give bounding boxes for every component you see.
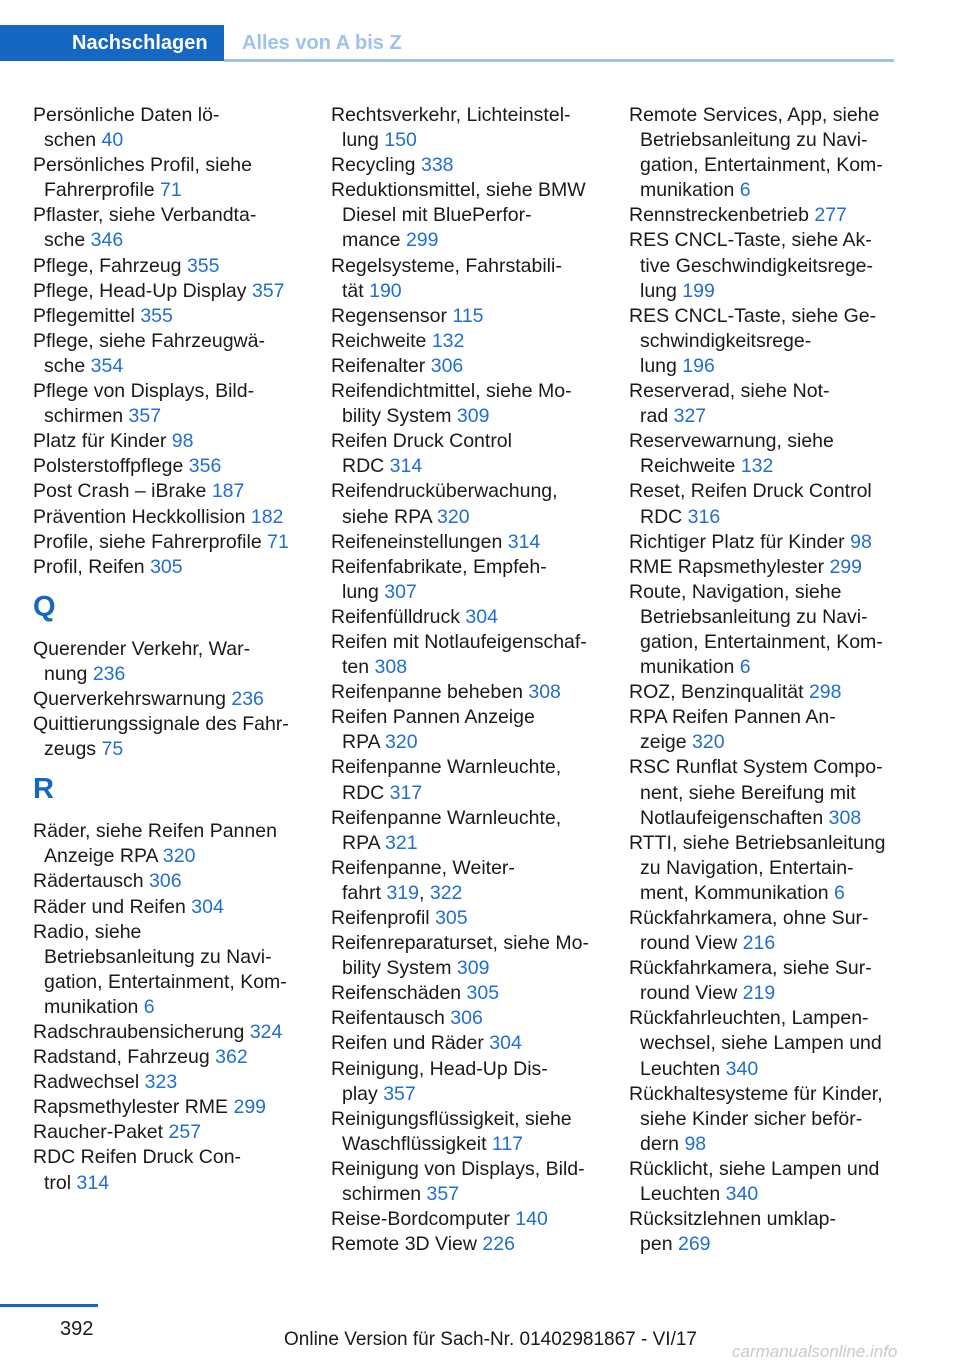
index-entry-text: Rückhaltesysteme für Kinder, <box>629 1082 883 1105</box>
page-reference-link[interactable]: 277 <box>814 204 847 227</box>
page-reference-link[interactable]: 199 <box>682 279 715 302</box>
index-entry-text: round View <box>640 982 738 1005</box>
page-reference-link[interactable]: 140 <box>515 1208 548 1231</box>
tab-nachschlagen[interactable]: Nachschlagen <box>0 25 224 61</box>
page-number: 392 <box>60 1318 94 1340</box>
index-entry-text: Betriebsanleitung zu Navi- <box>640 605 868 628</box>
index-entry <box>629 580 897 680</box>
index-entry <box>33 279 301 304</box>
index-entry <box>331 530 599 555</box>
index-entry-text: Reifen und Räder <box>331 1032 484 1055</box>
index-entry-text: RPA <box>342 731 380 754</box>
index-entry <box>33 329 301 379</box>
index-entry-text: zu Navigation, Entertain- <box>640 856 854 879</box>
index-entry-text: Räder, siehe Reifen Pannen <box>33 820 277 843</box>
index-entry-text: Route, Navigation, siehe <box>629 580 842 603</box>
page-reference-link[interactable]: 340 <box>725 1183 759 1206</box>
index-entry <box>33 304 301 329</box>
page-reference-link[interactable]: 322 <box>429 881 463 904</box>
index-entry <box>629 755 897 830</box>
page-reference-link[interactable]: 40 <box>101 129 124 152</box>
index-entry-text: fahrt <box>342 881 382 904</box>
index-entry-text: Rücklicht, siehe Lampen und <box>629 1157 880 1180</box>
index-entry-text: trol <box>44 1171 72 1194</box>
page-reference-link[interactable]: 236 <box>92 662 126 685</box>
index-entry-text: Richtiger Platz für Kinder <box>629 530 845 553</box>
index-entry-text: RPA Reifen Pannen An- <box>629 706 836 729</box>
index-entry-text: tive Geschwindigkeitsrege- <box>640 254 874 277</box>
index-entry <box>33 203 301 253</box>
index-entry <box>33 1120 301 1145</box>
index-entry-text: Pflege, Fahrzeug <box>33 254 182 277</box>
index-entry-text: Räder und Reifen <box>33 895 186 918</box>
index-entry <box>331 1107 599 1157</box>
index-entry <box>33 895 301 920</box>
index-entry <box>331 1157 599 1207</box>
index-entry <box>33 920 301 1020</box>
index-entry-text: Rennstreckenbetrieb <box>629 204 809 227</box>
index-entry-text: rad <box>640 405 669 428</box>
page-reference-link[interactable]: 269 <box>677 1233 711 1256</box>
index-entry <box>331 178 599 253</box>
index-entry-text: ten <box>342 656 370 679</box>
page-reference-link[interactable]: 298 <box>808 681 842 704</box>
page-reference-link[interactable]: 299 <box>405 229 439 252</box>
index-entry-text: RSC Runflat System Compo- <box>629 756 883 779</box>
page-reference-link[interactable]: 6 <box>739 179 751 202</box>
index-entry-text: Remote 3D View <box>331 1233 477 1256</box>
index-entry-text: RES CNCL-Taste, siehe Ak- <box>629 229 872 252</box>
page-reference-link[interactable]: 314 <box>507 530 541 553</box>
index-entry-text: Remote Services, App, siehe <box>629 104 880 126</box>
index-entry-text: RDC <box>342 781 385 804</box>
index-entry-text: Prävention Heckkollision <box>33 505 246 528</box>
page-reference-link[interactable]: 98 <box>850 530 872 553</box>
page-reference-link[interactable]: 219 <box>742 982 776 1005</box>
index-entry: Reifenpanne, Weiter- fahrt 319, 322 <box>331 856 515 904</box>
index-entry <box>33 153 301 203</box>
index-entry <box>629 379 897 429</box>
index-entry-text: Pflege, Head-Up Display <box>33 279 247 302</box>
index-entry-text: Querender Verkehr, War- <box>33 637 251 660</box>
index-entry-text: Reduktionsmittel, siehe BMW <box>331 179 586 202</box>
index-entry <box>331 354 599 379</box>
index-entry-text: Persönliches Profil, siehe <box>33 154 252 177</box>
page-reference-link[interactable]: 316 <box>687 505 721 528</box>
page-reference-link[interactable]: 71 <box>267 530 289 553</box>
index-entry-text: gation, Entertainment, Kom- <box>640 154 883 177</box>
index-entry-text: Reise-Bordcomputer <box>331 1208 510 1231</box>
page-reference-link[interactable]: 75 <box>101 738 124 761</box>
index-entry-text: Reinigungsflüssigkeit, siehe <box>331 1107 572 1130</box>
index-entry-text: Reifenfülldruck <box>331 605 460 628</box>
page-reference-link[interactable]: 150 <box>384 129 417 152</box>
page-reference-link[interactable]: 357 <box>128 405 162 428</box>
index-entry-text: Recycling <box>331 154 416 177</box>
index-entry-text: gation, Entertainment, Kom- <box>640 630 883 653</box>
index-entry <box>331 103 599 153</box>
page-reference-link[interactable]: 320 <box>692 731 725 754</box>
page-reference-link[interactable]: 354 <box>90 354 124 377</box>
index-entry <box>331 254 599 304</box>
index-entry-text: Reifenprofil <box>331 907 430 929</box>
page-reference-link[interactable]: 304 <box>489 1032 522 1055</box>
index-entry-text: Reifenreparaturset, siehe Mo- <box>331 932 589 955</box>
page-reference-link[interactable]: 314 <box>76 1171 110 1194</box>
index-entry-text: sche <box>44 354 86 377</box>
page-reference-link[interactable]: 308 <box>828 806 862 829</box>
index-entry <box>33 429 301 454</box>
index-entry <box>629 906 897 956</box>
index-entry-text: RME Rapsmethylester <box>629 555 825 578</box>
page-reference-link[interactable]: 187 <box>211 480 245 503</box>
index-entry <box>33 530 301 555</box>
index-entry-text: Reservewarnung, siehe <box>629 430 834 453</box>
page-reference-link[interactable]: 6 <box>143 995 155 1018</box>
index-entry-text: Rädertausch <box>33 870 144 893</box>
index-entry-text: Reifenpanne beheben <box>331 681 523 704</box>
index-entry <box>331 429 599 479</box>
index-entry <box>331 329 599 354</box>
page-reference-link[interactable]: 357 <box>383 1082 416 1105</box>
index-entry <box>629 228 897 303</box>
index-entry-text: Fahrerprofile <box>44 179 155 202</box>
index-entry-text: Reifendichtmittel, siehe Mo- <box>331 380 572 403</box>
page-reference-link[interactable]: 309 <box>456 957 490 980</box>
index-entry <box>331 304 599 329</box>
index-entry-text: Platz für Kinder <box>33 430 167 453</box>
index-entry <box>629 530 897 555</box>
page-reference-link[interactable]: 117 <box>491 1132 524 1155</box>
index-entry-text: Reserverad, siehe Not- <box>629 380 830 403</box>
watermark: carmanualsonline.info <box>732 1342 898 1361</box>
index-entry-text: Persönliche Daten lö- <box>33 104 220 126</box>
page-reference-link[interactable]: 306 <box>149 870 182 893</box>
index-column-1 <box>33 103 301 1196</box>
index-entry-text: Reifen Pannen Anzeige <box>331 706 535 729</box>
index-entry <box>629 479 897 529</box>
index-entry-text: mance <box>342 229 401 252</box>
page-reference-link[interactable]: 71 <box>159 179 182 202</box>
index-entry-text: Reinigung, Head-Up Dis- <box>331 1057 548 1080</box>
index-entry-text: Reifenalter <box>331 354 426 377</box>
index-entry-text: lung <box>640 279 677 302</box>
page-reference-link[interactable]: 320 <box>162 845 196 868</box>
index-entry-text: munikation <box>640 179 735 202</box>
page-header <box>0 0 894 62</box>
index-entry-text: Pflaster, siehe Verbandta- <box>33 204 257 227</box>
index-entry-text: Raucher-Paket <box>33 1121 164 1144</box>
page-reference-link[interactable]: 323 <box>144 1071 178 1094</box>
index-entry-text: Reifentausch <box>331 1007 445 1030</box>
index-entry <box>331 1031 599 1056</box>
index-entry <box>629 555 897 580</box>
index-letter-heading: Q <box>33 590 56 623</box>
page-reference-link[interactable]: 308 <box>528 681 561 704</box>
page-reference-link[interactable]: 308 <box>374 656 408 679</box>
index-entry-text: Leuchten <box>640 1183 721 1206</box>
page-reference-link[interactable]: 309 <box>456 405 490 428</box>
index-entry-text: play <box>342 1082 378 1105</box>
index-entry-text: wechsel, siehe Lampen und <box>640 1032 882 1055</box>
index-entry <box>629 304 897 379</box>
index-entry <box>33 869 301 894</box>
index-entry <box>331 1207 599 1232</box>
page-reference-link[interactable]: 355 <box>186 254 220 277</box>
page-reference-link[interactable]: 132 <box>431 329 465 352</box>
index-entry <box>331 981 599 1006</box>
index-entry <box>629 831 897 906</box>
index-entry-text: munikation <box>640 656 735 679</box>
index-entry <box>331 705 599 755</box>
index-entry-text: pen <box>640 1233 673 1256</box>
page-reference-link[interactable]: 346 <box>90 229 124 252</box>
index-entry-text: Leuchten <box>640 1057 721 1080</box>
index-entry-text: Radschraubensicherung <box>33 1021 245 1043</box>
index-entry-text: ment, Kommunikation <box>640 881 829 904</box>
index-entry-text: Betriebsanleitung zu Navi- <box>640 129 868 152</box>
index-entry-text: lung <box>640 354 677 377</box>
index-entry-text: Reset, Reifen Druck Control <box>629 480 872 503</box>
page-reference-link[interactable]: 6 <box>739 656 751 679</box>
page-reference-link[interactable]: 320 <box>437 505 470 528</box>
page-reference-link[interactable]: 362 <box>215 1046 248 1069</box>
page-reference-link[interactable]: 98 <box>684 1132 707 1155</box>
index-entry-text: nung <box>44 662 88 685</box>
index-entry-text: Radwechsel <box>33 1071 140 1094</box>
page-reference-link[interactable]: 304 <box>465 605 498 628</box>
index-entry-text: Pflegemittel <box>33 304 135 327</box>
tab-alles-von-a-bis-z[interactable]: Alles von A bis Z <box>242 32 402 54</box>
index-entry-text: munikation <box>44 995 139 1018</box>
index-entry-text: round View <box>640 932 738 955</box>
index-entry <box>33 687 301 712</box>
index-entry <box>331 555 599 605</box>
page-reference-link[interactable]: 356 <box>188 455 222 478</box>
page-reference-link[interactable]: 357 <box>426 1183 460 1206</box>
index-entry <box>331 379 599 429</box>
page-reference-link[interactable]: 319 <box>386 881 419 904</box>
index-entry <box>629 1207 897 1257</box>
index-entry <box>33 1045 301 1070</box>
page-reference-link[interactable]: 340 <box>725 1057 759 1080</box>
index-entry-text: RDC <box>640 505 683 528</box>
index-entry-text: Profile, siehe Fahrerprofile <box>33 530 262 553</box>
index-entry <box>629 705 897 755</box>
index-entry-text: sche <box>44 229 86 252</box>
index-entry-text: RPA <box>342 831 380 854</box>
index-entry <box>331 906 599 931</box>
page-reference-link[interactable]: 357 <box>251 279 285 302</box>
index-entry-text: Rückfahrleuchten, Lampen- <box>629 1007 869 1030</box>
page-reference-link[interactable]: 98 <box>171 430 194 453</box>
index-entry-text: Reifen mit Notlaufeigenschaf- <box>331 630 587 653</box>
index-entry-text: schwindigkeitsrege- <box>640 329 812 352</box>
index-entry <box>33 1070 301 1095</box>
page-reference-link[interactable]: 338 <box>420 154 454 177</box>
index-entry <box>33 379 301 429</box>
index-entry <box>33 637 301 687</box>
index-entry-text: tät <box>342 279 364 302</box>
page-reference-link[interactable]: 115 <box>452 304 484 327</box>
page-reference-link[interactable]: 314 <box>389 455 423 478</box>
index-entry-text: Diesel mit BluePerfor- <box>342 204 532 227</box>
index-entry <box>331 931 599 981</box>
index-entry-text: siehe RPA <box>342 505 432 528</box>
index-entry <box>331 1057 599 1107</box>
page-reference-link[interactable]: 236 <box>231 687 264 710</box>
index-entry <box>33 505 301 530</box>
index-entry-text: bility System <box>342 957 452 980</box>
online-version-note: Online Version für Sach-Nr. 01402981867 - VI/17 <box>284 1329 697 1350</box>
page-reference-link[interactable]: 305 <box>435 907 468 929</box>
page-reference-link[interactable]: 324 <box>249 1021 283 1043</box>
index-entry-text: Rechtsverkehr, Lichteinstel- <box>331 104 571 126</box>
index-entry <box>33 479 301 504</box>
index-entry-text: Notlaufeigenschaften <box>640 806 824 829</box>
page-reference-link[interactable]: 317 <box>389 781 423 804</box>
index-entry <box>331 479 599 529</box>
index-entry <box>33 555 301 580</box>
index-entry-text: Reifeneinstellungen <box>331 530 503 553</box>
index-entry-text: Reifenpanne Warnleuchte, <box>331 806 562 829</box>
index-entry <box>629 203 897 228</box>
page-reference-link[interactable]: 226 <box>482 1233 515 1256</box>
index-entry-text: Quittierungssignale des Fahr- <box>33 713 289 736</box>
index-entry <box>331 680 599 705</box>
page-reference-link[interactable]: 327 <box>673 405 707 428</box>
index-entry-text: Reichweite <box>640 455 736 478</box>
index-entry-text: Reifendrucküberwachung, <box>331 480 558 503</box>
index-entry-text: zeugs <box>44 738 97 761</box>
page-reference-link[interactable]: 132 <box>740 455 774 478</box>
index-entry-text: RDC <box>342 455 385 478</box>
index-column-2 <box>331 103 599 1257</box>
index-entry <box>629 103 897 203</box>
index-entry <box>33 454 301 479</box>
index-entry-text: schirmen <box>44 405 124 428</box>
page-reference-link[interactable]: 6 <box>834 881 845 904</box>
page-reference-link[interactable]: 306 <box>430 354 464 377</box>
index-entry-text: Reichweite <box>331 329 427 352</box>
index-entry-text: Regensensor <box>331 304 447 327</box>
index-entry <box>33 103 301 153</box>
index-entry-text: lung <box>342 129 379 152</box>
index-entry-text: Reifenpanne, Weiter- <box>331 856 515 879</box>
page-reference-link[interactable]: 355 <box>140 304 173 327</box>
index-entry-text: Betriebsanleitung zu Navi- <box>44 945 272 968</box>
index-entry-text: Querverkehrswarnung <box>33 687 226 710</box>
page-reference-link[interactable]: 257 <box>168 1121 202 1144</box>
index-entry-text: Post Crash – iBrake <box>33 480 207 503</box>
index-letter-heading: R <box>33 773 54 806</box>
index-entry-text: Pflege von Displays, Bild- <box>33 380 255 403</box>
index-entry-text: Rapsmethylester RME <box>33 1096 229 1119</box>
index-entry-text: Reinigung von Displays, Bild- <box>331 1157 585 1180</box>
index-entry <box>629 429 897 479</box>
page-reference-link[interactable]: 299 <box>233 1096 267 1119</box>
index-entry-text: ROZ, Benzinqualität <box>629 681 804 704</box>
index-entry-text: Reifenfabrikate, Empfeh- <box>331 555 547 578</box>
index-entry-text: Reifen Druck Control <box>331 430 512 453</box>
index-entry-text: Waschflüssigkeit <box>342 1132 487 1155</box>
index-entry <box>331 1006 599 1031</box>
page-reference-link[interactable]: 299 <box>829 555 863 578</box>
index-entry <box>33 1020 301 1045</box>
index-entry-text: siehe Kinder sicher beför- <box>640 1107 863 1130</box>
index-entry-text: Reifenpanne Warnleuchte, <box>331 756 562 779</box>
index-entry <box>331 630 599 680</box>
footer-rule <box>0 1304 98 1307</box>
index-entry-text: gation, Entertainment, Kom- <box>44 970 287 993</box>
index-entry <box>33 1095 301 1120</box>
index-entry <box>331 755 599 805</box>
index-entry-text: Polsterstoffpflege <box>33 455 184 478</box>
index-entry-text: schen <box>44 129 97 152</box>
index-entry-text: Anzeige RPA <box>44 845 158 868</box>
page-reference-link[interactable]: 305 <box>466 982 500 1005</box>
index-entry <box>331 605 599 630</box>
page-reference-link[interactable]: 307 <box>384 580 417 603</box>
index-entry-text: RTTI, siehe Betriebsanleitung <box>629 831 886 854</box>
index-entry <box>33 1145 301 1195</box>
page-reference-link[interactable]: 306 <box>450 1007 483 1030</box>
page-reference-link[interactable]: 196 <box>682 354 715 377</box>
page-reference-link[interactable]: 182 <box>250 505 284 528</box>
page-reference-link[interactable]: 320 <box>385 731 418 754</box>
index-entry-text: Rücksitzlehnen umklap- <box>629 1208 837 1231</box>
index-entry-text: Regelsysteme, Fahrstabili- <box>331 254 562 277</box>
index-entry <box>629 956 897 1006</box>
index-entry-text: zeige <box>640 731 687 754</box>
index-entry <box>629 1082 897 1157</box>
index-entry-text: Radstand, Fahrzeug <box>33 1046 210 1069</box>
page-reference-link[interactable]: 190 <box>369 279 402 302</box>
header-rule <box>224 59 894 62</box>
index-entry <box>629 680 897 705</box>
index-entry-text: RES CNCL-Taste, siehe Ge- <box>629 304 877 327</box>
index-entry-text: dern <box>640 1132 680 1155</box>
index-entry-text: Radio, siehe <box>33 920 142 943</box>
page-reference-link[interactable]: 304 <box>191 895 224 918</box>
page-reference-link[interactable]: 216 <box>742 932 776 955</box>
index-entry <box>331 1232 599 1257</box>
index-column-3 <box>629 103 897 1257</box>
index-entry-text: Rückfahrkamera, ohne Sur- <box>629 907 869 929</box>
index-entry-text: schirmen <box>342 1183 422 1206</box>
index-columns <box>33 103 895 1263</box>
index-entry-text: bility System <box>342 405 452 428</box>
index-entry-text: Rückfahrkamera, siehe Sur- <box>629 957 872 980</box>
page-reference-link[interactable]: 321 <box>385 831 418 854</box>
index-entry <box>33 254 301 279</box>
index-entry <box>331 806 599 856</box>
index-entry <box>33 819 301 869</box>
index-entry-text: lung <box>342 580 379 603</box>
index-entry <box>33 712 301 762</box>
index-entry-text: Reifenschäden <box>331 982 462 1005</box>
index-entry-text: nent, siehe Bereifung mit <box>640 781 856 804</box>
index-entry <box>629 1006 897 1081</box>
index-entry-text: Profil, Reifen <box>33 555 145 578</box>
index-entry <box>629 1157 897 1207</box>
index-entry <box>331 153 599 178</box>
index-entry-text: Pflege, siehe Fahrzeugwä- <box>33 329 265 352</box>
index-entry-text: RDC Reifen Druck Con- <box>33 1146 242 1169</box>
page-reference-link[interactable]: 305 <box>150 555 183 578</box>
